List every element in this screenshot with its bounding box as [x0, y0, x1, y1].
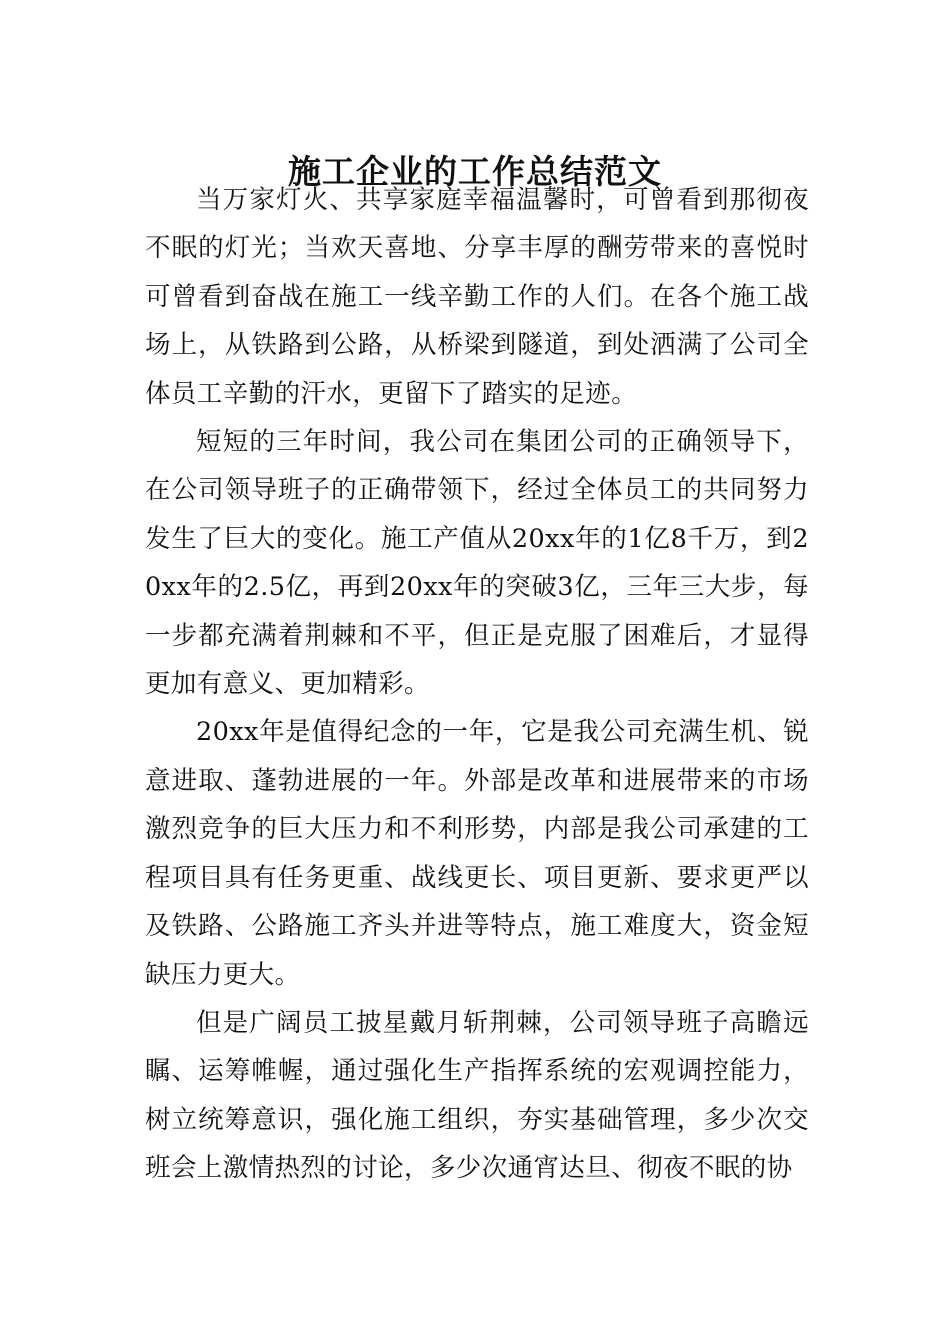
document-title: 施工企业的工作总结范文	[288, 152, 662, 192]
paragraph-1: 当万家灯火、共享家庭幸福温馨时，可曾看到那彻夜不眠的灯光；当欢天喜地、分享丰厚的酬劳带来的喜悦时可曾看到奋战在施工一线辛勤工作的人们。在各个施工战场上，从铁路到公路，从桥梁到隧道，到处洒满了公司全体员工辛勤的汗水，更留下了踏实的足迹。	[145, 185, 809, 409]
document-body	[145, 176, 809, 1193]
paragraph-4: 但是广阔员工披星戴月斩荆棘，公司领导班子高瞻远瞩、运筹帷幄，通过强化生产指挥系统的宏观调控能力，树立统筹意识，强化施工组织，夯实基础管理，多少次交班会上激情热烈的讨论，多少次通宵达旦、彻夜不眠的协	[145, 1007, 809, 1184]
paragraph-3: 20xx年是值得纪念的一年，它是我公司充满生机、锐意进取、蓬勃进展的一年。外部是改革和进展带来的市场激烈竞争的巨大压力和不利形势，内部是我公司承建的工程项目具有任务更重、战线更长、项目更新、要求更严以及铁路、公路施工齐头并进等特点，施工难度大，资金短缺压力更大。	[145, 717, 809, 990]
paragraph-2: 短短的三年时间，我公司在集团公司的正确领导下，在公司领导班子的正确带领下，经过全体员工的共同努力发生了巨大的变化。施工产值从20xx年的1亿8千万，到20xx年的2.5亿，再到20xx年的突破3亿，三年三大步，每一步都充满着荆棘和不平，但正是克服了困难后，才显得更加有意义、更加精彩。	[145, 427, 809, 700]
